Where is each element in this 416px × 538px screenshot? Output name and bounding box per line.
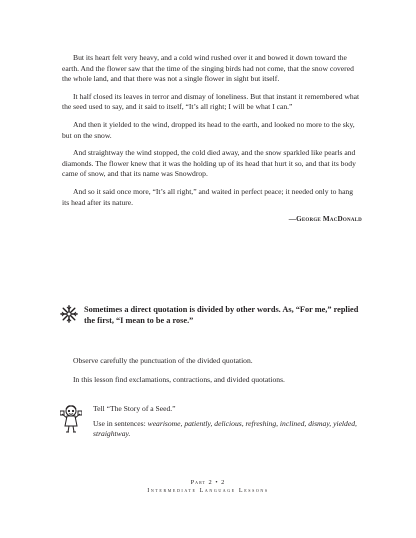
exercise-use-prefix: Use in sentences:: [93, 418, 148, 428]
page-footer: [0, 478, 416, 496]
rule-text: Sometimes a direct quotation is divided by other words. As, “For me,” replied the first, “I mean to be a rose.”: [84, 305, 359, 326]
child-reading-icon: [60, 404, 82, 434]
instruction-find: In this lesson find exclamations, contractions, and divided quotations.: [73, 375, 285, 384]
story-passage: [62, 53, 362, 223]
story-paragraph: And then it yielded to the wind, dropped its head to the earth, and looked no more to the sky, but on the snow.: [62, 119, 355, 140]
exercise-text: [93, 404, 373, 444]
story-paragraph: It half closed its leaves in terror and dismay of loneliness. But that instant it remembered what the seed used to say, and it said to itself, “It’s all right; I will be what I can.”: [62, 91, 360, 112]
story-paragraph: But its heart felt very heavy, and a cold wind rushed over it and bowed it down toward the earth. And the flower saw that the time of the singing birds had not come, that the snow covered the whole land, and that there was not a single flower in sight but itself.: [62, 53, 354, 84]
exercise-word-list: wearisome, patiently, delicious, refreshing, inclined, dismay, yielded, straightway.: [93, 418, 357, 439]
story-attribution: —George MacDonald: [288, 215, 362, 224]
footer-series: Intermediate Language Lessons: [147, 488, 269, 494]
instruction-punctuation: Observe carefully the punctuation of the divided quotation.: [73, 356, 253, 365]
story-paragraph: And so it said once more, “It’s all right,” and waited in perfect peace; it needed only to hang its head after its nature.: [62, 186, 354, 207]
story-paragraph: And straightway the wind stopped, the cold died away, and the snow sparkled like pearls and diamonds. The flower knew that it was the holding up of its head that hurt it so, and that its body came of snow, and that its name was Snowdrop.: [62, 148, 356, 179]
exercise-use-sentences: [93, 419, 373, 440]
footer-part: Part 2 • 2: [190, 479, 226, 486]
exercise-tell: Tell “The Story of a Seed.”: [93, 404, 176, 413]
snowflake-icon: [60, 305, 78, 323]
